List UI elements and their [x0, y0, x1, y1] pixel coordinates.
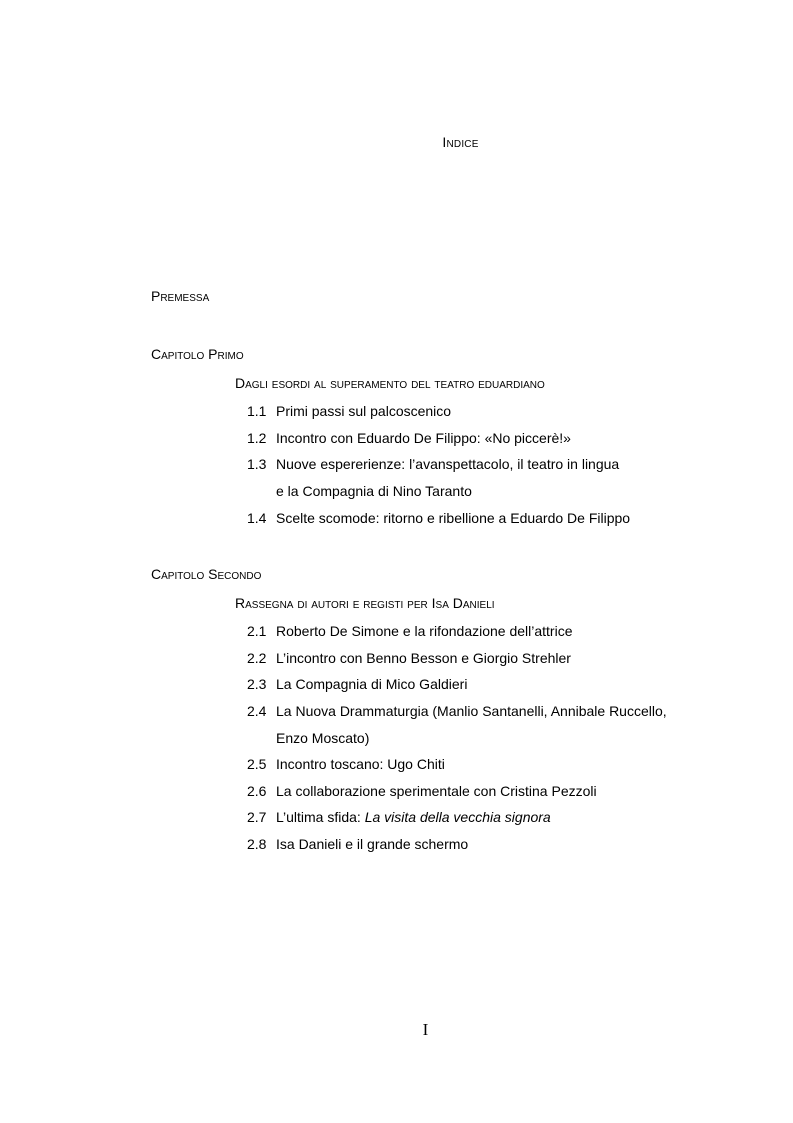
toc-item-number: 2.7	[247, 809, 267, 825]
toc-item-text-italic: La visita della vecchia signora	[364, 809, 551, 825]
toc-item-number: 1.4	[247, 510, 267, 526]
toc-item-text[interactable]: La Nuova Drammaturgia (Manlio Santanelli, Annibale Ruccello,	[276, 703, 667, 719]
toc-item-text[interactable]: Roberto De Simone e la rifondazione dell’attrice	[276, 623, 573, 639]
toc-item-text[interactable]: La collaborazione sperimentale con Cristina Pezzoli	[276, 783, 597, 799]
toc-item-number: 2.5	[247, 756, 267, 772]
toc-item-number: 2.2	[247, 650, 267, 666]
toc-item-text-continued[interactable]: e la Compagnia di Nino Taranto	[276, 483, 472, 499]
toc-item-text[interactable]: Isa Danieli e il grande schermo	[276, 836, 469, 852]
toc-item-number: 1.3	[247, 456, 267, 472]
chapter-2-subtitle[interactable]: Rassegna di autori e registi per Isa Danieli	[235, 595, 495, 611]
toc-premessa[interactable]: Premessa	[151, 288, 210, 304]
toc-item-text[interactable]: L’incontro con Benno Besson e Giorgio Strehler	[276, 650, 571, 666]
chapter-1-label[interactable]: Capitolo Primo	[151, 346, 244, 362]
toc-item-number: 2.4	[247, 703, 267, 719]
toc-item-text-continued[interactable]: Enzo Moscato)	[276, 730, 370, 746]
toc-item-text[interactable]: Primi passi sul palcoscenico	[276, 403, 452, 419]
toc-item-text[interactable]: La Compagnia di Mico Galdieri	[276, 676, 468, 692]
page-number: I	[422, 1020, 429, 1039]
toc-item-number: 1.2	[247, 430, 267, 446]
toc-item-number: 2.3	[247, 676, 267, 692]
toc-item-number: 2.8	[247, 836, 267, 852]
toc-item-text[interactable]	[276, 809, 551, 825]
toc-item-text[interactable]: Incontro con Eduardo De Filippo: «No piccerè!»	[276, 430, 571, 446]
toc-item-text[interactable]: Incontro toscano: Ugo Chiti	[276, 756, 445, 772]
chapter-1-subtitle[interactable]: Dagli esordi al superamento del teatro eduardiano	[235, 375, 545, 391]
page-title: Indice	[442, 134, 479, 150]
toc-item-number: 2.6	[247, 783, 267, 799]
toc-item-number: 1.1	[247, 403, 267, 419]
toc-item-text[interactable]: Nuove espererienze: l’avanspettacolo, il teatro in lingua	[276, 456, 620, 472]
toc-item-text-plain: L’ultima sfida:	[276, 809, 365, 825]
toc-item-number: 2.1	[247, 623, 267, 639]
toc-item-text[interactable]: Scelte scomode: ritorno e ribellione a Eduardo De Filippo	[276, 510, 631, 526]
chapter-2-label[interactable]: Capitolo Secondo	[151, 566, 262, 582]
